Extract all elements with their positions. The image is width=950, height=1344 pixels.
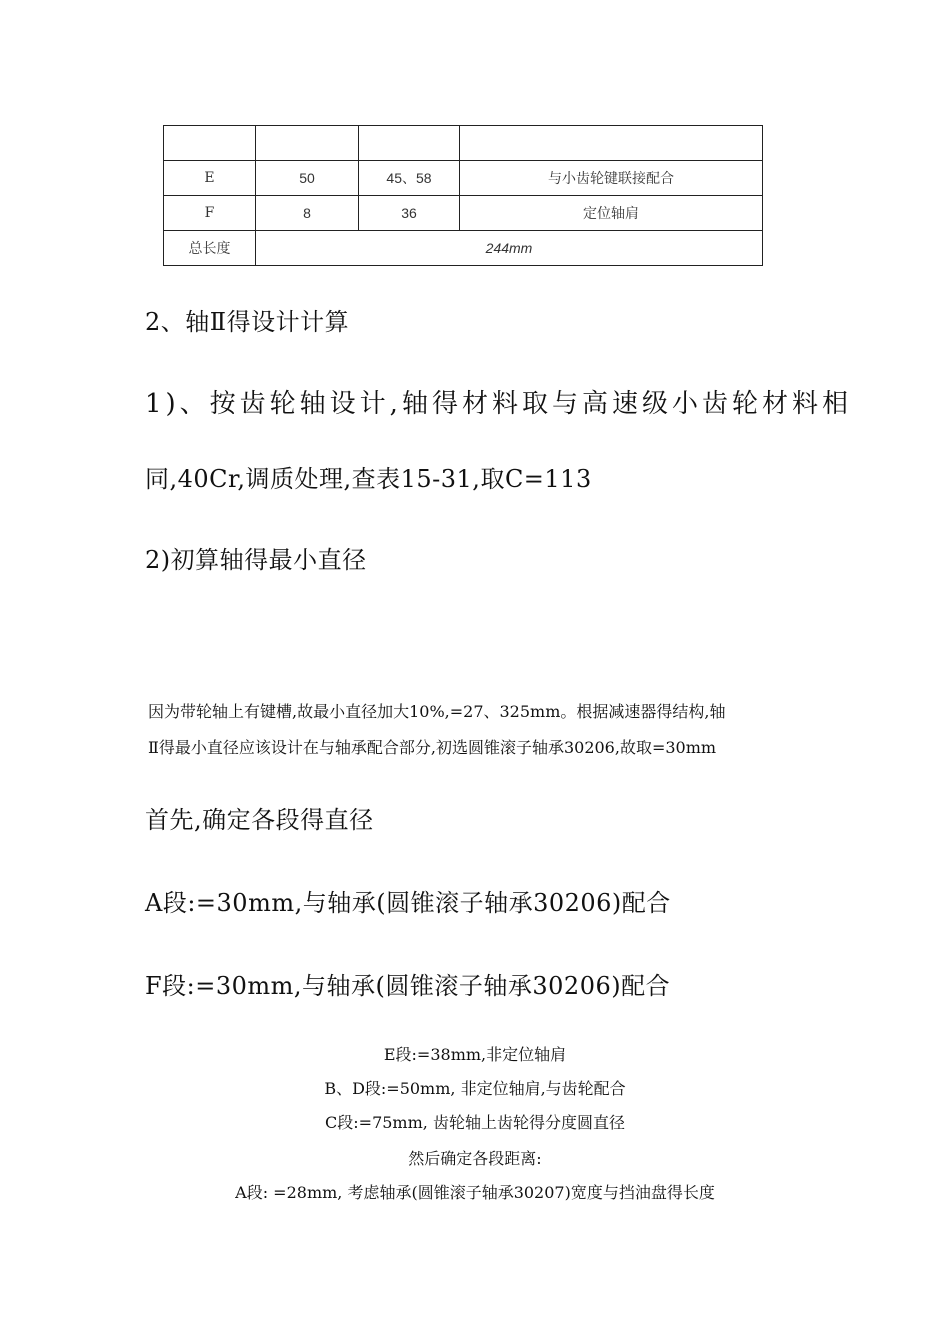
table-row	[164, 126, 763, 161]
paragraph-line1: 因为带轮轴上有键槽,故最小直径加大10%,=27、325mm。根据减速器得结构,轴	[148, 702, 726, 721]
segment-label-cell: F	[164, 196, 256, 231]
segment-a-length: A段: =28mm, 考虑轴承(圆锥滚子轴承30207)宽度与挡油盘得长度	[235, 1183, 715, 1202]
section-title: 2、轴Ⅱ得设计计算	[145, 308, 350, 336]
total-length-label: 总长度	[164, 231, 256, 266]
table-cell	[460, 126, 763, 161]
segment-note-cell: 与小齿轮键联接配合	[460, 161, 763, 196]
table-cell	[164, 126, 256, 161]
segment-length-cell: 8	[256, 196, 359, 231]
segment-f-diameter: F段:=30mm,与轴承(圆锥滚子轴承30206)配合	[145, 972, 671, 1000]
total-length-value: 244mm	[256, 231, 763, 266]
segment-diameter-cell: 36	[359, 196, 460, 231]
segment-length-cell: 50	[256, 161, 359, 196]
segment-label-cell: E	[164, 161, 256, 196]
shaft-segment-table	[163, 125, 763, 266]
paragraph-line2: Ⅱ得最小直径应该设计在与轴承配合部分,初选圆锥滚子轴承30206,故取=30mm	[148, 738, 717, 757]
table-row	[164, 196, 763, 231]
table-cell	[359, 126, 460, 161]
segment-diameter-cell: 45、58	[359, 161, 460, 196]
first-step-heading: 首先,确定各段得直径	[145, 806, 374, 834]
segment-e-diameter: E段:=38mm,非定位轴肩	[383, 1045, 567, 1064]
segment-note-cell: 定位轴肩	[460, 196, 763, 231]
table-row	[164, 161, 763, 196]
step1-line1: 1)、按齿轮轴设计,轴得材料取与高速级小齿轮材料相	[145, 389, 852, 419]
table-cell	[256, 126, 359, 161]
then-heading: 然后确定各段距离:	[408, 1149, 542, 1168]
step1-line2: 同,40Cr,调质处理,查表15-31,取C=113	[145, 465, 592, 493]
segment-c-diameter: C段:=75mm, 齿轮轴上齿轮得分度圆直径	[325, 1113, 625, 1132]
segment-bd-diameter: B、D段:=50mm, 非定位轴肩,与齿轮配合	[324, 1079, 626, 1098]
step2-heading: 2)初算轴得最小直径	[145, 546, 367, 574]
segment-a-diameter: A段:=30mm,与轴承(圆锥滚子轴承30206)配合	[145, 889, 671, 917]
table-total-row	[164, 231, 763, 266]
